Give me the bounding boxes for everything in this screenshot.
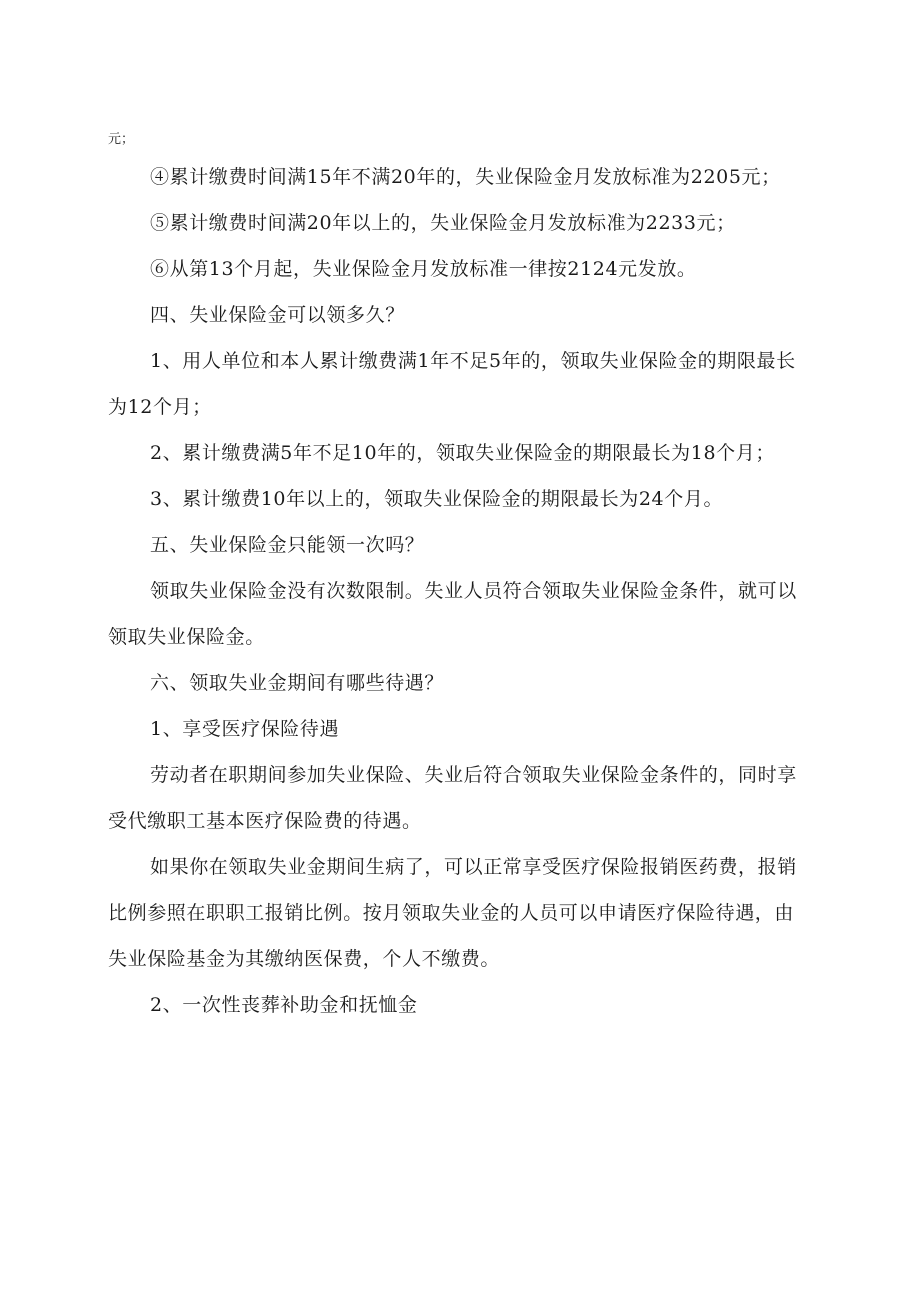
subheading-funeral: 2、一次性丧葬补助金和抚恤金 <box>150 994 418 1016</box>
text-line-duration-1: 1、用人单位和本人累计缴费满1年不足5年的，领取失业保险金的期限最长 <box>150 350 796 372</box>
text-line-duration-2: 2、累计缴费满5年不足10年的，领取失业保险金的期限最长为18个月； <box>150 442 775 464</box>
text-line-medical-1-cont: 受代缴职工基本医疗保险费的待遇。 <box>108 810 422 832</box>
subheading-medical: 1、享受医疗保险待遇 <box>150 718 340 740</box>
section-heading-4: 四、失业保险金可以领多久？ <box>150 304 405 326</box>
text-line-no-limit: 领取失业保险金没有次数限制。失业人员符合领取失业保险金条件，就可以 <box>150 580 797 602</box>
text-line-item-4: ④累计缴费时间满15年不满20年的，失业保险金月发放标准为2205元； <box>150 166 781 188</box>
text-line-item-5: ⑤累计缴费时间满20年以上的，失业保险金月发放标准为2233元； <box>150 212 736 234</box>
text-line-fragment: 元； <box>108 132 135 147</box>
text-line-duration-3: 3、累计缴费10年以上的，领取失业保险金的期限最长为24个月。 <box>150 488 724 510</box>
text-line-medical-2-end: 失业保险基金为其缴纳医保费，个人不缴费。 <box>108 948 501 970</box>
text-line-item-6: ⑥从第13个月起，失业保险金月发放标准一律按2124元发放。 <box>150 258 697 280</box>
text-line-duration-1-cont: 为12个月； <box>108 396 212 418</box>
text-line-no-limit-cont: 领取失业保险金。 <box>108 626 265 648</box>
text-line-medical-2: 如果你在领取失业金期间生病了，可以正常享受医疗保险报销医药费，报销 <box>150 856 797 878</box>
section-heading-6: 六、领取失业金期间有哪些待遇？ <box>150 672 445 694</box>
text-line-medical-2-cont: 比例参照在职职工报销比例。按月领取失业金的人员可以申请医疗保险待遇，由 <box>108 902 795 924</box>
section-heading-5: 五、失业保险金只能领一次吗？ <box>150 534 425 556</box>
text-line-medical-1: 劳动者在职期间参加失业保险、失业后符合领取失业保险金条件的，同时享 <box>150 764 797 786</box>
